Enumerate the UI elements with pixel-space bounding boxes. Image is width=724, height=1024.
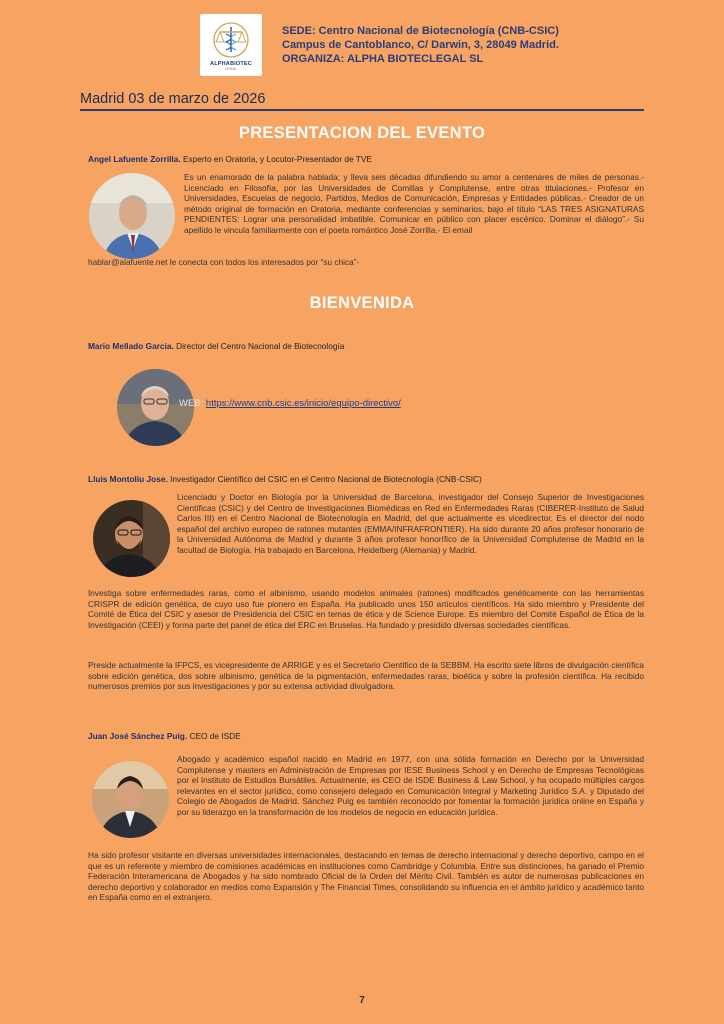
bio-lafuente-cont: hablar@alafuente.net le conecta con todos los interesados por “su chica”- xyxy=(88,257,360,267)
person-name: Juan José Sánchez Puig. xyxy=(88,731,188,741)
photo-montoliu xyxy=(93,500,170,577)
person-role: Experto en Oratoria, y Locutor-Presentador de TVE xyxy=(182,154,372,164)
person-role: CEO de ISDE xyxy=(189,731,241,741)
page-number: 7 xyxy=(359,995,365,1006)
person-heading-mellado xyxy=(88,341,344,351)
bio-lafuente: Es un enamorado de la palabra hablada; y lleva seis décadas difundiendo su amor a centenares de miles de personas.- Licenciado en Filosofía, por las Universidades de Comillas y Complutense, entre otras titulaciones.- Profesor en Universidades, Escuelas de negocio, Partidos, Medios de Comunicación, Empresas y Entidades públicas.- Creador de un método original de formación en Oratoria, mediante conferencias y seminarios, bajo el título “LAS TRES ASIGNATURAS PENDIENTES: Lograr una personalidad imbatible. Comunicar en público con placer escénico. Dominar el diálogo”.- Su apellido le vincula familiarmente con el poeta romántico José Zorrilla.- El email xyxy=(184,172,644,235)
header-sede: SEDE: Centro Nacional de Biotecnología (CNB-CSIC) xyxy=(282,25,559,37)
scales-dna-icon xyxy=(211,20,251,60)
person-role: Investigador Científico del CSIC en el Centro Nacional de Biotecnología (CNB-CSIC) xyxy=(170,474,482,484)
bio-montoliu-cont: Investiga sobre enfermedades raras, como el albinismo, usando modelos animales (ratones) modificados genéticamente con las herramientas CRISPR de edición genética, de cuyo uso fue pionero en España. Ha publicado unos 150 artículos científicos. Ha sido miembro y Presidente del Comité de Ética del CSIC y asesor de Presidencia del CSIC en temas de ética y de Science Europe. Es miembro del Comité Español de Ética de la Investigación (CEEI) y forma parte del panel de ética del ERC en Bruselas. Ha fundado y presidido diversas sociedades científicas. xyxy=(88,588,644,630)
person-name: Angel Lafuente Zorrilla. xyxy=(88,154,181,164)
person-role: Director del Centro Nacional de Biotecnología xyxy=(176,341,345,351)
bio-sanchez-cont: Ha sido profesor visitante en diversas universidades internacionales, destacando en temas de derecho internacional y derecho deportivo, campo en el que es un referente y miembro de comisiones académicas en instituciones como Cambridge y Columbia. Entre sus distinciones, ha ganado el Premio Federación Interamericana de Abogados y ha sido nombrado Oficial de la Orden del Mérito Civil. También es autor de numerosas publicaciones en derecho deportivo y colaborador en medios como Expansión y The Financial Times, consolidando su influencia en el ámbito jurídico y académico tanto en España como en el extranjero. xyxy=(88,850,644,903)
bio-montoliu: Licenciado y Doctor en Biología por la Universidad de Barcelona, investigador del Consejo Superior de Investigaciones Científicas (CSIC) y del Centro de Investigaciones Biomédicas en Red en Enfermedades Raras (CIBERER-Instituto de Salud Carlos III) en el Centro Nacional de Biotecnología en Madrid, del que actualmente es vicedirector. Es el director del nodo español del archivo europeo de ratones mutantes (EMMA/INFRAFRONTIER). Ha sido durante 20 años profesor honorario de la Universidad Autónoma de Madrid y durante 3 años profesor honorífico de la Universidad Complutense de Madrid en la facultad de Biología. Ha trabajado en Barcelona, Heidelberg (Alemania) y Madrid. xyxy=(177,492,644,555)
logo-name: ALPHABIOTEC xyxy=(210,60,252,67)
web-label: WEB: xyxy=(179,398,204,409)
web-line-mellado xyxy=(179,398,401,409)
person-heading-sanchez xyxy=(88,731,241,741)
bio-montoliu-extra: Preside actualmente la IFPCS, es vicepresidente de ARRIGE y es el Secretario Científico de la SEBBM. Ha escrito siete libros de divulgación científica sobre edición genética, dos sobre albinismo, genética de la pigmentación, enfermedades raras, bioética y sobre la profesión científica. Ha recibido numerosos premios por sus investigaciones y por su extensa actividad divulgadora. xyxy=(88,660,644,692)
person-name: Lluis Montoliu Jose. xyxy=(88,474,168,484)
header-organiza: ORGANIZA: ALPHA BIOTECLEGAL SL xyxy=(282,53,484,65)
person-heading-montoliu xyxy=(88,474,482,484)
bio-sanchez: Abogado y académico español nacido en Madrid en 1977, con una sólida formación en Derecho por la Universidad Complutense y masters en Administración de Empresas por IESE Business School y en Derecho de Empresas Tecnológicas por el Instituto de Estudios Bursátiles. Actualmente, es CEO de ISDE Business & Law School, y ha ocupado múltiples cargos relevantes en el sector jurídico, como consejero delegado en Comunicación Integral y Marketing Jurídico S.A. y Diputado del Colegio de Abogados de Madrid. Sánchez Puig es también reconocido por fomentar la formación jurídica online en España y por su liderazgo en la transformación de los modelos de negocio en educación jurídica. xyxy=(177,754,644,817)
cnb-directivo-link[interactable]: https://www.cnb.csic.es/inicio/equipo-directivo/ xyxy=(205,398,401,409)
photo-sanchez xyxy=(92,761,169,838)
header-divider xyxy=(80,109,644,111)
section-title-bienvenida: BIENVENIDA xyxy=(309,294,415,312)
header-campus: Campus de Cantoblanco, C/ Darwin, 3, 28049 Madrid. xyxy=(282,39,559,51)
person-name: Mario Mellado Garcia. xyxy=(88,341,174,351)
alphabiotec-logo xyxy=(200,14,262,76)
person-heading-lafuente xyxy=(88,154,372,164)
event-date: Madrid 03 de marzo de 2026 xyxy=(80,91,266,107)
photo-lafuente xyxy=(89,173,175,259)
event-header xyxy=(282,24,559,66)
section-title-presentacion: PRESENTACION DEL EVENTO xyxy=(238,124,486,142)
logo-sub: LEGAL xyxy=(225,66,237,71)
